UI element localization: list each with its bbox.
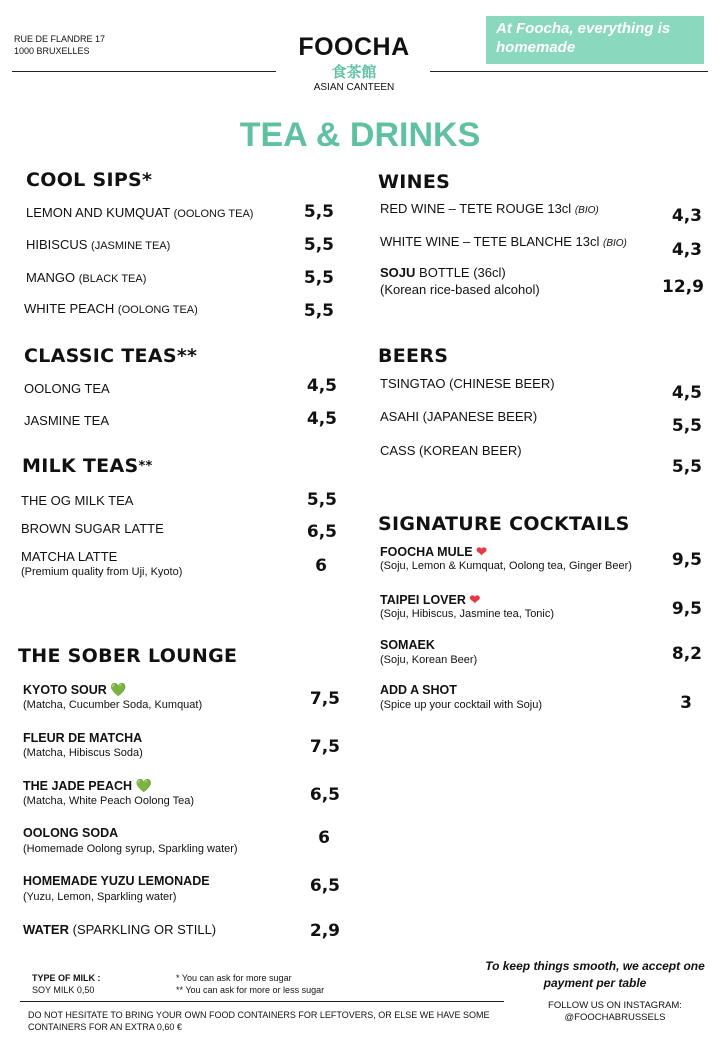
item-price: 6,5 bbox=[306, 522, 337, 542]
item-price: 5,5 bbox=[306, 490, 337, 510]
item-price: 5,5 bbox=[303, 268, 334, 288]
section-heading-classic-teas: CLASSIC TEAS** bbox=[24, 345, 198, 367]
item-note: (SPARKLING OR STILL) bbox=[72, 922, 217, 937]
menu-item bbox=[380, 265, 506, 280]
containers-note: DO NOT HESITATE TO BRING YOUR OWN FOOD CONTAINERS FOR LEFTOVERS, OR ELSE WE HAVE SOME CONTAINERS FOR AN EXTRA 0,60 € bbox=[28, 1010, 490, 1032]
section-heading-sober-lounge: THE SOBER LOUNGE bbox=[18, 645, 238, 667]
item-name: OOLONG SODA bbox=[23, 826, 119, 840]
item-note: (BIO) bbox=[602, 238, 627, 249]
item-name: ASAHI (JAPANESE BEER) bbox=[380, 409, 538, 424]
item-note: (JASMINE TEA) bbox=[91, 240, 171, 252]
section-heading-milk-teas bbox=[22, 455, 153, 477]
item-name: BOTTLE (36cl) bbox=[419, 265, 506, 280]
sugar-notes bbox=[176, 972, 324, 996]
item-price: 6 bbox=[318, 828, 330, 848]
section-heading-cool-sips: COOL SIPS* bbox=[26, 169, 153, 191]
item-name-row bbox=[380, 544, 487, 560]
item-description: (Soju, Lemon & Kumquat, Oolong tea, Ginger Beer) bbox=[380, 560, 632, 572]
instagram-handle: @FOOCHABRUSSELS bbox=[564, 1012, 666, 1023]
item-name-row bbox=[23, 778, 152, 794]
heading-text: MILK TEAS bbox=[22, 455, 139, 477]
item-price: 4,3 bbox=[671, 206, 702, 226]
item-description: (Yuzu, Lemon, Sparkling water) bbox=[23, 891, 177, 903]
item-name: CASS (KOREAN BEER) bbox=[380, 443, 522, 458]
brand-subtitle: ASIAN CANTEEN bbox=[313, 82, 395, 93]
item-price: 5,5 bbox=[671, 416, 702, 436]
item-price: 12,9 bbox=[662, 277, 704, 297]
item-description: (Soju, Korean Beer) bbox=[380, 654, 478, 666]
item-price: 7,5 bbox=[309, 737, 340, 757]
item-price: 3 bbox=[680, 693, 692, 713]
item-price: 4,5 bbox=[306, 376, 337, 396]
item-price: 6,5 bbox=[309, 876, 340, 896]
item-description: (Korean rice-based alcohol) bbox=[380, 282, 540, 297]
item-name: RED WINE – TETE ROUGE 13cl bbox=[380, 201, 572, 216]
item-description: (Homemade Oolong syrup, Sparkling water) bbox=[23, 843, 238, 855]
item-price: 6 bbox=[315, 556, 327, 576]
item-price: 7,5 bbox=[309, 689, 340, 709]
milk-type bbox=[32, 972, 101, 996]
item-price: 5,5 bbox=[303, 202, 334, 222]
menu-item bbox=[23, 922, 216, 937]
section-heading-wines: WINES bbox=[378, 171, 451, 193]
item-price: 5,5 bbox=[671, 457, 702, 477]
milk-label: TYPE OF MILK : bbox=[32, 973, 101, 983]
item-description: (Matcha, Cucumber Soda, Kumquat) bbox=[23, 699, 203, 711]
item-name: MATCHA LATTE bbox=[21, 549, 118, 564]
instagram-label: FOLLOW US ON INSTAGRAM: bbox=[548, 1000, 682, 1011]
item-name: TSINGTAO (CHINESE BEER) bbox=[380, 376, 555, 391]
item-name-bold: SOJU bbox=[380, 265, 416, 280]
item-price: 2,9 bbox=[309, 921, 340, 941]
address-city: 1000 BRUXELLES bbox=[14, 46, 90, 56]
item-price: 5,5 bbox=[303, 301, 334, 321]
item-name: FLEUR DE MATCHA bbox=[23, 731, 143, 745]
address bbox=[14, 33, 105, 57]
red-heart-icon: ❤ bbox=[476, 544, 487, 559]
item-description: (Premium quality from Uji, Kyoto) bbox=[21, 566, 183, 578]
header-divider-right bbox=[430, 71, 708, 72]
sugar-note-2: ** You can ask for more or less sugar bbox=[176, 985, 325, 995]
item-name: HIBISCUS bbox=[26, 237, 88, 252]
menu-item bbox=[24, 301, 198, 316]
brand-cjk: 食茶館 bbox=[331, 63, 377, 81]
green-heart-icon: 💚 bbox=[135, 778, 152, 793]
item-name-row bbox=[380, 592, 480, 608]
item-name: THE JADE PEACH bbox=[23, 779, 133, 793]
milk-value: SOY MILK 0,50 bbox=[32, 985, 95, 995]
item-note: (BIO) bbox=[574, 205, 599, 216]
item-price: 4,3 bbox=[671, 240, 702, 260]
item-name: WHITE WINE – TETE BLANCHE 13cl bbox=[380, 234, 600, 249]
item-price: 9,5 bbox=[671, 599, 702, 619]
item-name: KYOTO SOUR bbox=[23, 683, 107, 697]
item-name: BROWN SUGAR LATTE bbox=[21, 521, 164, 536]
item-price: 4,5 bbox=[306, 409, 337, 429]
item-name: JASMINE TEA bbox=[24, 413, 110, 428]
heading-mark: ** bbox=[138, 459, 153, 474]
item-name: FOOCHA MULE bbox=[380, 545, 473, 559]
item-price: 4,5 bbox=[671, 383, 702, 403]
menu-item bbox=[26, 205, 253, 220]
page-title: TEA & DRINKS bbox=[239, 116, 481, 154]
header-divider-left bbox=[12, 71, 276, 72]
item-description: (Soju, Hibiscus, Jasmine tea, Tonic) bbox=[380, 608, 555, 620]
item-name: ADD A SHOT bbox=[380, 683, 457, 697]
sugar-note-1: * You can ask for more sugar bbox=[176, 973, 292, 983]
item-note: (BLACK TEA) bbox=[78, 273, 147, 285]
item-name: THE OG MILK TEA bbox=[21, 493, 134, 508]
instagram-block bbox=[520, 1000, 710, 1024]
item-name: HOMEMADE YUZU LEMONADE bbox=[23, 874, 210, 888]
address-street: RUE DE FLANDRE 17 bbox=[14, 34, 106, 44]
red-heart-icon: ❤ bbox=[469, 592, 481, 607]
item-name: WATER bbox=[23, 922, 69, 937]
item-price: 9,5 bbox=[671, 550, 702, 570]
section-heading-beers: BEERS bbox=[378, 345, 449, 367]
item-name: TAIPEI LOVER bbox=[380, 593, 466, 607]
item-name: OOLONG TEA bbox=[24, 381, 110, 396]
green-heart-icon: 💚 bbox=[110, 682, 127, 697]
item-description: (Matcha, White Peach Oolong Tea) bbox=[23, 795, 194, 807]
item-name: MANGO bbox=[26, 270, 76, 285]
item-name: LEMON AND KUMQUAT bbox=[26, 205, 170, 220]
menu-item bbox=[26, 270, 146, 285]
footer-divider bbox=[20, 1001, 504, 1002]
menu-item bbox=[26, 237, 170, 252]
item-price: 6,5 bbox=[309, 785, 340, 805]
item-note: (OOLONG TEA) bbox=[173, 208, 254, 220]
menu-item bbox=[380, 234, 627, 249]
tagline-badge: At Foocha, everything is homemade bbox=[486, 16, 704, 64]
item-price: 5,5 bbox=[303, 235, 334, 255]
menu-item bbox=[380, 201, 599, 216]
item-name: SOMAEK bbox=[380, 638, 435, 652]
item-description: (Matcha, Hibiscus Soda) bbox=[23, 747, 143, 759]
payment-note: To keep things smooth, we accept one payment per table bbox=[485, 959, 705, 990]
item-name-row bbox=[23, 682, 126, 698]
section-heading-signature-cocktails: SIGNATURE COCKTAILS bbox=[378, 513, 630, 535]
brand-name: FOOCHA bbox=[298, 33, 410, 61]
item-description: (Spice up your cocktail with Soju) bbox=[380, 699, 543, 711]
item-price: 8,2 bbox=[671, 644, 702, 664]
item-note: (OOLONG TEA) bbox=[117, 304, 198, 316]
item-name: WHITE PEACH bbox=[24, 301, 115, 316]
